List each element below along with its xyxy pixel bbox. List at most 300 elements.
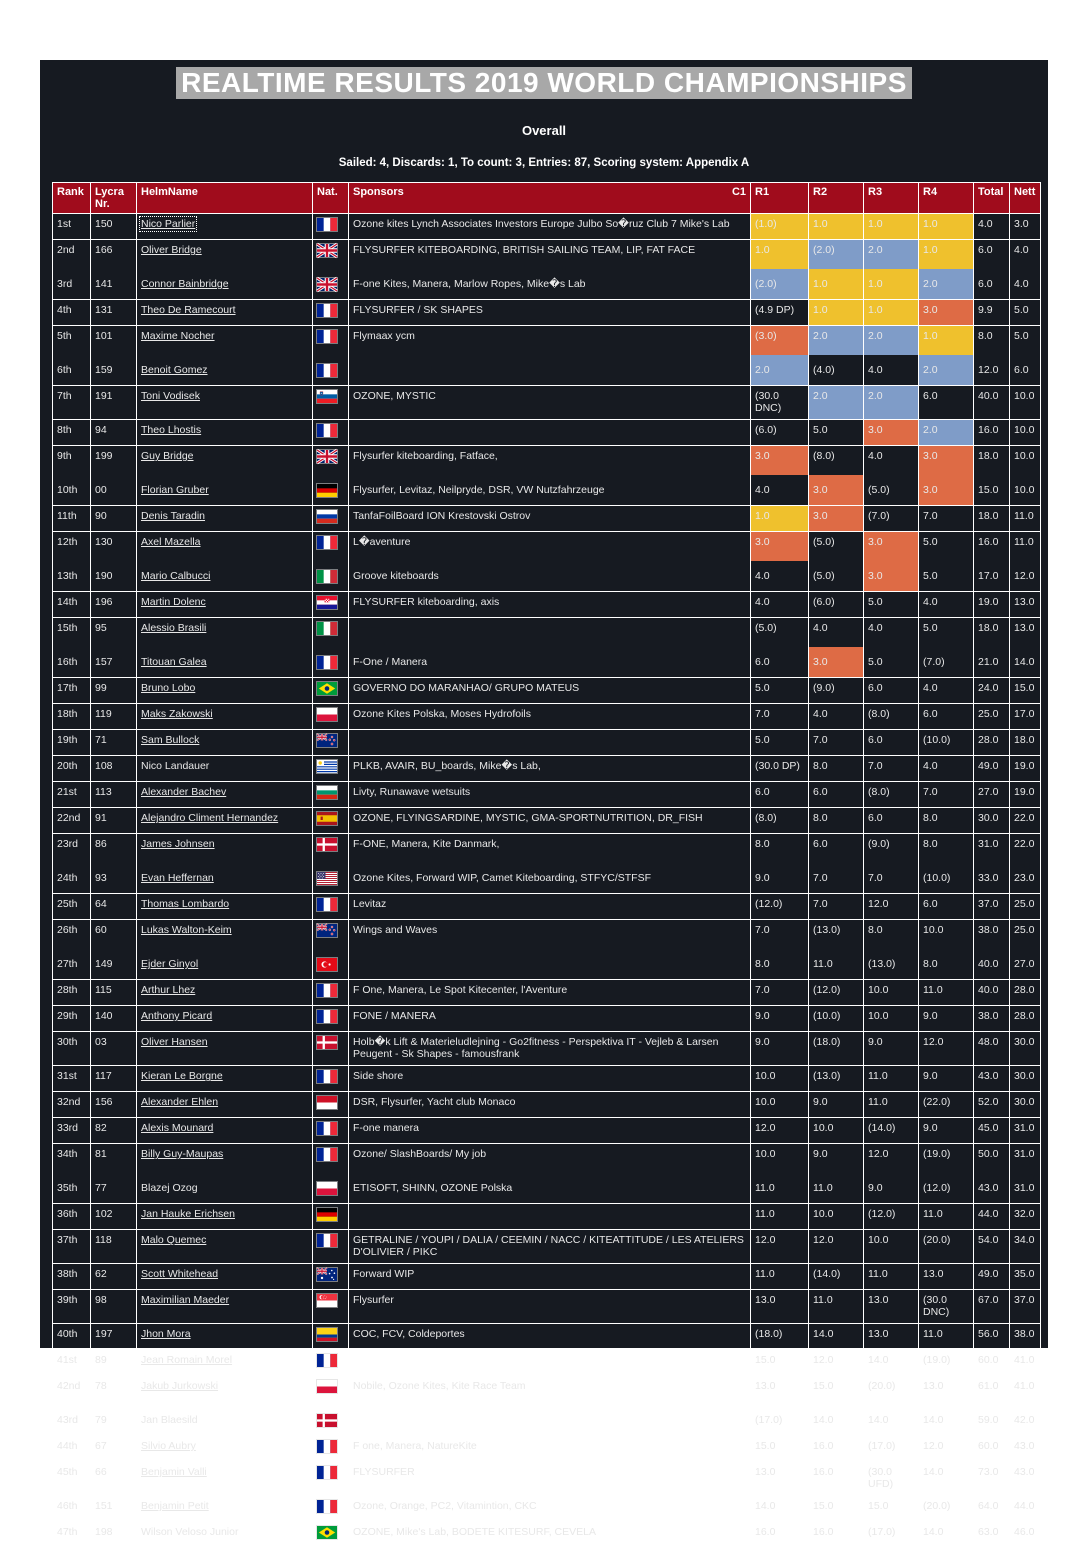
sponsors-cell [349,1204,751,1230]
nett-cell: 12.0 [1010,561,1041,592]
total-cell: 45.0 [974,1118,1010,1144]
helm-name-link[interactable]: Connor Bainbridge [141,278,229,291]
total-cell: 67.0 [974,1290,1010,1324]
rank-cell: 21st [53,782,91,808]
sponsors-cell: ETISOFT, SHINN, OZONE Polska [349,1173,751,1204]
sponsors-cell: F-one manera [349,1118,751,1144]
helm-name-link[interactable]: Jakub Jurkowski [141,1380,219,1393]
nett-cell: 10.0 [1010,446,1041,476]
score-cell-r4: 14.0 [919,1522,974,1548]
lycra-cell: 140 [91,1006,137,1032]
nett-cell: 10.0 [1010,420,1041,446]
nett-cell: 34.0 [1010,1230,1041,1264]
score-cell-r2: 11.0 [809,949,864,980]
score-cell-r4: 11.0 [919,1324,974,1350]
total-cell: 64.0 [974,1496,1010,1522]
score-cell-r2: 7.0 [809,730,864,756]
flag-nz-icon [317,924,337,937]
sponsors-cell: OZONE, FLYINGSARDINE, MYSTIC, GMA-SPORTNUTRITION, DR_FISH [349,808,751,834]
helm-cell [137,920,313,950]
lycra-cell: 89 [91,1350,137,1376]
total-cell: 52.0 [974,1092,1010,1118]
total-cell: 8.0 [974,326,1010,356]
nett-cell: 11.0 [1010,506,1041,532]
table-row [53,1204,1041,1230]
helm-name-link[interactable]: Alexander Bachev [141,786,227,799]
table-row [53,506,1041,532]
helm-name-link[interactable]: Mario Calbucci [141,570,211,583]
helm-name-link[interactable]: Benjamin Petit [141,1500,209,1513]
table-row [53,1032,1041,1066]
nett-cell: 41.0 [1010,1376,1041,1406]
rank-cell: 17th [53,678,91,704]
nat-cell [313,1436,349,1462]
flag-fr-icon [317,536,337,549]
helm-name-link[interactable]: Kieran Le Borgne [141,1070,223,1083]
total-cell: 30.0 [974,808,1010,834]
nett-cell: 6.0 [1010,355,1041,386]
score-cell-r3: 13.0 [864,1324,919,1350]
score-cell-r3: 8.0 [864,920,919,950]
score-cell-r3: 14.0 [864,1405,919,1436]
sponsors-cell: F-ONE, Manera, Kite Danmark, [349,834,751,864]
lycra-cell: 81 [91,1144,137,1174]
score-cell-r3: 11.0 [864,1092,919,1118]
helm-cell [137,386,313,420]
table-row [53,949,1041,980]
nett-cell: 25.0 [1010,894,1041,920]
score-cell-r1: 3.0 [751,446,809,476]
lycra-cell: 64 [91,894,137,920]
total-cell: 44.0 [974,1204,1010,1230]
total-cell: 50.0 [974,1144,1010,1174]
helm-cell [137,269,313,300]
total-cell: 19.0 [974,592,1010,618]
rank-cell: 37th [53,1230,91,1264]
helm-name-link[interactable]: Bruno Lobo [141,682,196,695]
sponsors-cell: Ozone Kites, Forward WIP, Camet Kiteboarding, STFYC/STFSF [349,863,751,894]
helm-name-link[interactable]: Sam Bullock [141,734,200,747]
score-cell-r2: 8.0 [809,808,864,834]
helm-cell [137,1462,313,1496]
flag-tr-icon [317,958,337,971]
lycra-cell: 101 [91,326,137,356]
helm-name-link[interactable]: Theo De Ramecourt [141,304,236,317]
score-cell-r1: 13.0 [751,1462,809,1496]
nett-cell: 25.0 [1010,920,1041,950]
helm-name-link[interactable]: Benjamin Valli [141,1466,207,1479]
nat-cell [313,1144,349,1174]
helm-name-link[interactable]: Guy Bridge [141,450,194,463]
nat-cell [313,808,349,834]
helm-cell [137,1230,313,1264]
helm-cell [137,1324,313,1350]
total-cell: 43.0 [974,1066,1010,1092]
nett-cell: 3.0 [1010,214,1041,240]
score-cell-r3: 12.0 [864,1144,919,1174]
flag-fr-icon [317,1122,337,1135]
col-lycra: Lycra Nr. [91,183,137,214]
table-row [53,1144,1041,1174]
nett-cell: 19.0 [1010,782,1041,808]
helm-name-link[interactable]: Toni Vodisek [141,390,200,403]
total-cell: 9.9 [974,300,1010,326]
nett-cell: 37.0 [1010,1290,1041,1324]
lycra-cell: 159 [91,355,137,386]
score-cell-r4: (10.0) [919,730,974,756]
flag-dk-icon [317,838,337,851]
flag-fr-icon [317,330,337,343]
helm-name-link[interactable]: Malo Quemec [141,1234,207,1247]
sponsors-cell: F-One / Manera [349,647,751,678]
total-cell: 63.0 [974,1522,1010,1548]
score-cell-r3: 2.0 [864,326,919,356]
score-cell-r2: (12.0) [809,980,864,1006]
score-cell-r2: 14.0 [809,1324,864,1350]
helm-name-link[interactable]: Thomas Lombardo [141,898,230,911]
score-cell-r1: 3.0 [751,532,809,562]
rank-cell: 5th [53,326,91,356]
table-row [53,920,1041,950]
helm-name-link[interactable]: Jean Romain Morel [141,1354,233,1367]
nett-cell: 22.0 [1010,808,1041,834]
helm-name-link[interactable]: Oliver Bridge [141,244,202,257]
sponsors-cell [349,949,751,980]
score-cell-r1: (17.0) [751,1405,809,1436]
nett-cell: 31.0 [1010,1173,1041,1204]
helm-name-link[interactable]: Arthur Lhez [141,984,196,997]
helm-name-link[interactable]: Oliver Hansen [141,1036,208,1049]
helm-name-link[interactable]: Nico Parlier [141,218,196,231]
helm-cell [137,1066,313,1092]
total-cell: 18.0 [974,446,1010,476]
score-cell-r1: (30.0 DNC) [751,386,809,420]
rank-cell: 25th [53,894,91,920]
nett-cell: 43.0 [1010,1462,1041,1496]
sponsors-cell: Flymaax ycm [349,326,751,356]
total-cell: 33.0 [974,863,1010,894]
score-cell-r2: 3.0 [809,647,864,678]
score-cell-r4: (19.0) [919,1144,974,1174]
table-row [53,1376,1041,1406]
col-sponsors: Sponsors C1 [349,183,751,214]
score-cell-r1: 7.0 [751,704,809,730]
total-cell: 6.0 [974,269,1010,300]
sponsors-cell: FLYSURFER / SK SHAPES [349,300,751,326]
total-cell: 21.0 [974,647,1010,678]
sponsors-cell: Ozone/ SlashBoards/ My job [349,1144,751,1174]
helm-name-link[interactable]: Alexander Ehlen [141,1096,219,1109]
helm-name-link[interactable]: Evan Heffernan [141,872,214,885]
helm-name-link[interactable]: Scott Whitehead [141,1268,219,1281]
score-cell-r4: 1.0 [919,214,974,240]
rank-cell: 11th [53,506,91,532]
score-cell-r4: 1.0 [919,240,974,270]
helm-name-link[interactable]: Billy Guy-Maupas [141,1148,224,1161]
score-cell-r3: (20.0) [864,1376,919,1406]
helm-name-link[interactable]: Anthony Picard [141,1010,213,1023]
helm-cell [137,949,313,980]
flag-fr-icon [317,364,337,377]
score-cell-r3: 14.0 [864,1350,919,1376]
score-cell-r3: 4.0 [864,446,919,476]
nat-cell [313,1006,349,1032]
helm-cell [137,446,313,476]
col-helmname: HelmName [137,183,313,214]
helm-name-link[interactable]: Theo Lhostis [141,424,202,437]
table-row [53,561,1041,592]
score-cell-r2: 8.0 [809,756,864,782]
helm-name-link[interactable]: James Johnsen [141,838,215,851]
col-r4: R4 [919,183,974,214]
nat-cell [313,1350,349,1376]
helm-name-link[interactable]: Florian Gruber [141,484,209,497]
flag-dk-icon [317,1414,337,1427]
score-cell-r2: (9.0) [809,678,864,704]
score-cell-r3: 15.0 [864,1496,919,1522]
nat-cell [313,834,349,864]
score-cell-r2: (5.0) [809,561,864,592]
score-cell-r1: 9.0 [751,1032,809,1066]
nett-cell: 4.0 [1010,240,1041,270]
score-cell-r3: 9.0 [864,1032,919,1066]
rank-cell: 34th [53,1144,91,1174]
score-cell-r4: (20.0) [919,1496,974,1522]
table-row [53,678,1041,704]
table-row [53,592,1041,618]
score-cell-r4: 13.0 [919,1376,974,1406]
score-cell-r1: 15.0 [751,1436,809,1462]
score-cell-r3: (12.0) [864,1204,919,1230]
lycra-cell: 99 [91,678,137,704]
flag-de-icon [317,484,337,497]
table-row [53,300,1041,326]
rank-cell: 19th [53,730,91,756]
table-row [53,1230,1041,1264]
results-body [53,214,1041,1548]
score-cell-r3: 7.0 [864,756,919,782]
helm-cell [137,1522,313,1548]
score-cell-r4: 9.0 [919,1006,974,1032]
nat-cell [313,1264,349,1290]
lycra-cell: 67 [91,1436,137,1462]
sponsors-cell: PLKB, AVAIR, BU_boards, Mike�s Lab, [349,756,751,782]
nat-cell [313,618,349,648]
score-cell-r4: 14.0 [919,1405,974,1436]
score-cell-r4: 7.0 [919,782,974,808]
nett-cell: 30.0 [1010,1066,1041,1092]
total-cell: 17.0 [974,561,1010,592]
table-row [53,756,1041,782]
nett-cell: 31.0 [1010,1144,1041,1174]
rank-cell: 4th [53,300,91,326]
lycra-cell: 82 [91,1118,137,1144]
sponsors-cell: Levitaz [349,894,751,920]
table-row [53,240,1041,270]
score-cell-r4: 6.0 [919,386,974,420]
helm-cell [137,1376,313,1406]
score-cell-r2: (13.0) [809,920,864,950]
sponsors-cell: Side shore [349,1066,751,1092]
total-cell: 59.0 [974,1405,1010,1436]
score-cell-r1: 10.0 [751,1144,809,1174]
lycra-cell: 150 [91,214,137,240]
score-cell-r2: 2.0 [809,386,864,420]
helm-cell [137,894,313,920]
helm-cell [137,678,313,704]
score-cell-r2: 14.0 [809,1405,864,1436]
sponsors-cell: Ozone kites Lynch Associates Investors Europe Julbo So�ruz Club 7 Mike's Lab [349,214,751,240]
lycra-cell: 130 [91,532,137,562]
score-cell-r1: 6.0 [751,647,809,678]
table-row [53,894,1041,920]
nett-cell: 27.0 [1010,949,1041,980]
sponsors-cell: GOVERNO DO MARANHAO/ GRUPO MATEUS [349,678,751,704]
total-cell: 48.0 [974,1032,1010,1066]
helm-name-link[interactable]: Ejder Ginyol [141,958,199,971]
results-table [52,182,1041,1548]
score-cell-r2: 9.0 [809,1144,864,1174]
helm-name-link[interactable]: Jan Hauke Erichsen [141,1208,235,1221]
score-cell-r1: 8.0 [751,834,809,864]
flag-fr-icon [317,984,337,997]
sponsors-cell: Forward WIP [349,1264,751,1290]
score-cell-r1: 14.0 [751,1496,809,1522]
helm-cell [137,420,313,446]
score-cell-r4: (20.0) [919,1230,974,1264]
lycra-cell: 78 [91,1376,137,1406]
sponsors-cell: Flysurfer kiteboarding, Fatface, [349,446,751,476]
helm-name-link[interactable]: Jhon Mora [141,1328,191,1341]
score-cell-r4: 6.0 [919,894,974,920]
score-cell-r1: 15.0 [751,1350,809,1376]
helm-name-link[interactable]: Alessio Brasili [141,622,207,635]
score-cell-r2: 12.0 [809,1230,864,1264]
score-cell-r1: (12.0) [751,894,809,920]
sponsors-cell: Groove kiteboards [349,561,751,592]
nat-cell [313,730,349,756]
helm-name-link[interactable]: Denis Taradin [141,510,206,523]
table-row [53,808,1041,834]
score-cell-r3: 3.0 [864,561,919,592]
flag-hr-icon [317,596,337,609]
helm-name-link[interactable]: Maxime Nocher [141,330,215,343]
score-cell-r2: 3.0 [809,475,864,506]
flag-fr-icon [317,1234,337,1247]
nett-cell: 30.0 [1010,1092,1041,1118]
lycra-cell: 149 [91,949,137,980]
helm-name-link[interactable]: Maximilian Maeder [141,1294,230,1307]
helm-name-link[interactable]: Martin Dolenc [141,596,206,609]
nett-cell: 5.0 [1010,326,1041,356]
score-cell-r2: 16.0 [809,1436,864,1462]
rank-cell: 24th [53,863,91,894]
helm-cell [137,618,313,648]
rank-cell: 14th [53,592,91,618]
nett-cell: 13.0 [1010,618,1041,648]
total-cell: 28.0 [974,730,1010,756]
sponsors-cell: FLYSURFER KITEBOARDING, BRITISH SAILING TEAM, LIP, FAT FACE [349,240,751,270]
helm-cell [137,506,313,532]
helm-cell [137,1204,313,1230]
score-cell-r2: 4.0 [809,618,864,648]
sponsors-cell [349,1405,751,1436]
flag-fr-icon [317,1354,337,1367]
helm-name-link[interactable]: Alexis Mounard [141,1122,214,1135]
table-row [53,1350,1041,1376]
lycra-cell: 86 [91,834,137,864]
score-cell-r3: (13.0) [864,949,919,980]
table-row [53,647,1041,678]
score-cell-r3: 11.0 [864,1066,919,1092]
sponsors-cell: FLYSURFER kiteboarding, axis [349,592,751,618]
helm-name-link[interactable]: Axel Mazella [141,536,201,549]
nett-cell: 18.0 [1010,730,1041,756]
flag-bg-icon [317,786,337,799]
score-cell-r3: 10.0 [864,980,919,1006]
flag-gb-icon [317,244,337,257]
flag-fr-icon [317,1148,337,1161]
score-cell-r3: 6.0 [864,730,919,756]
lycra-cell: 98 [91,1290,137,1324]
helm-name-link[interactable]: Lukas Walton-Keim [141,924,232,937]
score-cell-r1: (8.0) [751,808,809,834]
helm-name-link[interactable]: Alejandro Climent Hernandez [141,812,279,825]
helm-name-link[interactable]: Silvio Aubry [141,1440,196,1453]
lycra-cell: 119 [91,704,137,730]
table-row [53,1522,1041,1548]
table-row [53,1290,1041,1324]
sponsors-cell: F one, Manera, NatureKite [349,1436,751,1462]
score-cell-r2: 1.0 [809,214,864,240]
nett-cell: 46.0 [1010,1522,1041,1548]
helm-cell [137,355,313,386]
score-cell-r2: 5.0 [809,420,864,446]
sponsors-cell: L�aventure [349,532,751,562]
score-cell-r2: 1.0 [809,300,864,326]
nett-cell: 41.0 [1010,1350,1041,1376]
col-r3: R3 [864,183,919,214]
score-cell-r1: 4.0 [751,592,809,618]
flag-pl-icon [317,1182,337,1195]
rank-cell: 3rd [53,269,91,300]
score-cell-r1: 7.0 [751,980,809,1006]
helm-cell [137,1173,313,1204]
score-cell-r2: (4.0) [809,355,864,386]
score-cell-r3: 9.0 [864,1173,919,1204]
title-bar [40,67,1048,99]
helm-name-link[interactable]: Benoit Gomez [141,364,208,377]
sponsors-cell: COC, FCV, Coldeportes [349,1324,751,1350]
sponsors-cell: Flysurfer [349,1290,751,1324]
total-cell: 37.0 [974,894,1010,920]
flag-fr-icon [317,1500,337,1513]
score-cell-r1: 1.0 [751,240,809,270]
table-row [53,1264,1041,1290]
rank-cell: 7th [53,386,91,420]
total-cell: 38.0 [974,1006,1010,1032]
nett-cell: 42.0 [1010,1405,1041,1436]
lycra-cell: 196 [91,592,137,618]
sponsors-cell: TanfaFoilBoard ION Krestovski Ostrov [349,506,751,532]
rank-cell: 43rd [53,1405,91,1436]
lycra-cell: 94 [91,420,137,446]
helm-name-link[interactable]: Maks Zakowski [141,708,213,721]
score-cell-r4: 5.0 [919,532,974,562]
helm-name-link[interactable]: Titouan Galea [141,656,207,669]
score-cell-r3: 4.0 [864,618,919,648]
table-row [53,1066,1041,1092]
